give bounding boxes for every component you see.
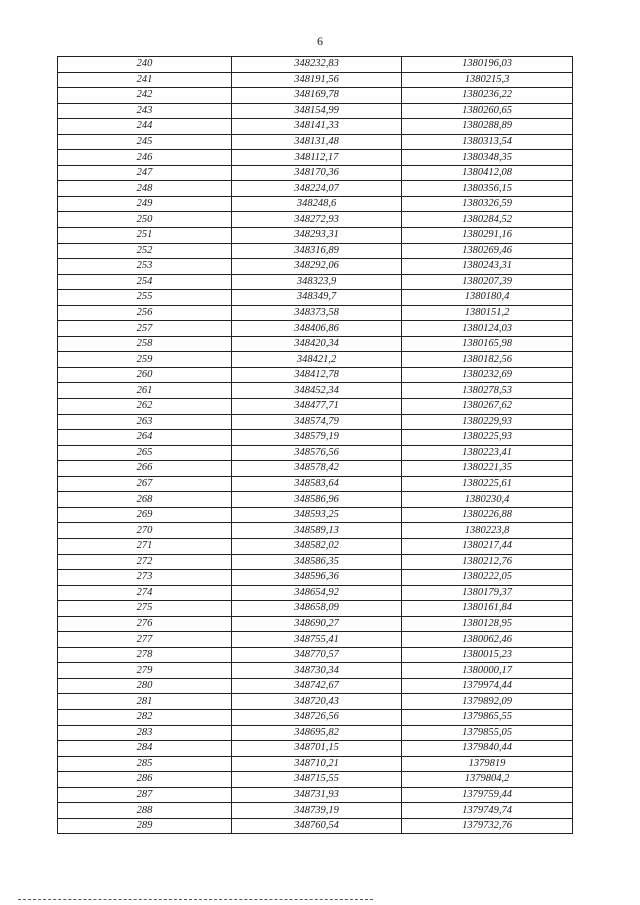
- table-row: [58, 461, 573, 477]
- point-number-cell: 251: [58, 228, 232, 244]
- point-number-cell: 282: [58, 709, 232, 725]
- table-row: [58, 585, 573, 601]
- x-coordinate-cell: 348731,93: [232, 787, 402, 803]
- table-row: [58, 134, 573, 150]
- x-coordinate-cell: 348272,93: [232, 212, 402, 228]
- y-coordinate-cell: 1380128,95: [402, 616, 573, 632]
- y-coordinate-cell: 1380412,08: [402, 165, 573, 181]
- point-number-cell: 267: [58, 476, 232, 492]
- table-row: [58, 414, 573, 430]
- x-coordinate-cell: 348742,67: [232, 678, 402, 694]
- y-coordinate-cell: 1380226,88: [402, 507, 573, 523]
- x-coordinate-cell: 348695,82: [232, 725, 402, 741]
- table-row: [58, 352, 573, 368]
- table-row: [58, 88, 573, 104]
- point-number-cell: 250: [58, 212, 232, 228]
- x-coordinate-cell: 348589,13: [232, 523, 402, 539]
- x-coordinate-cell: 348582,02: [232, 538, 402, 554]
- y-coordinate-cell: 1379804,2: [402, 772, 573, 788]
- point-number-cell: 245: [58, 134, 232, 150]
- x-coordinate-cell: 348720,43: [232, 694, 402, 710]
- y-coordinate-cell: 1380180,4: [402, 290, 573, 306]
- table-row: [58, 818, 573, 834]
- x-coordinate-cell: 348170,36: [232, 165, 402, 181]
- y-coordinate-cell: 1379840,44: [402, 741, 573, 757]
- x-coordinate-cell: 348739,19: [232, 803, 402, 819]
- x-coordinate-cell: 348710,21: [232, 756, 402, 772]
- point-number-cell: 278: [58, 647, 232, 663]
- y-coordinate-cell: 1379732,76: [402, 818, 573, 834]
- x-coordinate-cell: 348292,06: [232, 259, 402, 275]
- y-coordinate-cell: 1380348,35: [402, 150, 573, 166]
- table-row: [58, 678, 573, 694]
- y-coordinate-cell: 1379749,74: [402, 803, 573, 819]
- x-coordinate-cell: 348248,6: [232, 196, 402, 212]
- y-coordinate-cell: 1380222,05: [402, 570, 573, 586]
- y-coordinate-cell: 1380229,93: [402, 414, 573, 430]
- y-coordinate-cell: 1380243,31: [402, 259, 573, 275]
- y-coordinate-cell: 1380267,62: [402, 399, 573, 415]
- y-coordinate-cell: 1380015,23: [402, 647, 573, 663]
- x-coordinate-cell: 348141,33: [232, 119, 402, 135]
- x-coordinate-cell: 348169,78: [232, 88, 402, 104]
- point-number-cell: 285: [58, 756, 232, 772]
- table-row: [58, 274, 573, 290]
- x-coordinate-cell: 348574,79: [232, 414, 402, 430]
- table-row: [58, 430, 573, 446]
- coordinates-table: [57, 56, 573, 834]
- x-coordinate-cell: 348593,25: [232, 507, 402, 523]
- y-coordinate-cell: 1380313,54: [402, 134, 573, 150]
- table-row: [58, 445, 573, 461]
- point-number-cell: 271: [58, 538, 232, 554]
- point-number-cell: 286: [58, 772, 232, 788]
- y-coordinate-cell: 1379855,05: [402, 725, 573, 741]
- point-number-cell: 281: [58, 694, 232, 710]
- y-coordinate-cell: 1380221,35: [402, 461, 573, 477]
- point-number-cell: 288: [58, 803, 232, 819]
- point-number-cell: 287: [58, 787, 232, 803]
- y-coordinate-cell: 1380269,46: [402, 243, 573, 259]
- x-coordinate-cell: 348323,9: [232, 274, 402, 290]
- point-number-cell: 240: [58, 57, 232, 73]
- point-number-cell: 246: [58, 150, 232, 166]
- y-coordinate-cell: 1380196,03: [402, 57, 573, 73]
- x-coordinate-cell: 348690,27: [232, 616, 402, 632]
- table-row: [58, 72, 573, 88]
- x-coordinate-cell: 348224,07: [232, 181, 402, 197]
- table-row: [58, 554, 573, 570]
- table-row: [58, 165, 573, 181]
- table-row: [58, 476, 573, 492]
- table-row: [58, 538, 573, 554]
- point-number-cell: 241: [58, 72, 232, 88]
- table-row: [58, 647, 573, 663]
- x-coordinate-cell: 348477,71: [232, 399, 402, 415]
- y-coordinate-cell: 1379974,44: [402, 678, 573, 694]
- x-coordinate-cell: 348191,56: [232, 72, 402, 88]
- table-row: [58, 632, 573, 648]
- x-coordinate-cell: 348583,64: [232, 476, 402, 492]
- x-coordinate-cell: 348420,34: [232, 336, 402, 352]
- table-row: [58, 181, 573, 197]
- point-number-cell: 248: [58, 181, 232, 197]
- point-number-cell: 265: [58, 445, 232, 461]
- y-coordinate-cell: 1380284,52: [402, 212, 573, 228]
- x-coordinate-cell: 348578,42: [232, 461, 402, 477]
- x-coordinate-cell: 348112,17: [232, 150, 402, 166]
- table-row: [58, 196, 573, 212]
- y-coordinate-cell: 1380288,89: [402, 119, 573, 135]
- x-coordinate-cell: 348421,2: [232, 352, 402, 368]
- x-coordinate-cell: 348770,57: [232, 647, 402, 663]
- point-number-cell: 256: [58, 305, 232, 321]
- footer-rule: [18, 899, 373, 900]
- point-number-cell: 268: [58, 492, 232, 508]
- point-number-cell: 242: [58, 88, 232, 104]
- y-coordinate-cell: 1379865,55: [402, 709, 573, 725]
- point-number-cell: 253: [58, 259, 232, 275]
- x-coordinate-cell: 348576,56: [232, 445, 402, 461]
- x-coordinate-cell: 348452,34: [232, 383, 402, 399]
- y-coordinate-cell: 1380232,69: [402, 367, 573, 383]
- point-number-cell: 280: [58, 678, 232, 694]
- y-coordinate-cell: 1380207,39: [402, 274, 573, 290]
- table-row: [58, 772, 573, 788]
- y-coordinate-cell: 1380182,56: [402, 352, 573, 368]
- point-number-cell: 247: [58, 165, 232, 181]
- table-row: [58, 492, 573, 508]
- y-coordinate-cell: 1379892,09: [402, 694, 573, 710]
- x-coordinate-cell: 348154,99: [232, 103, 402, 119]
- y-coordinate-cell: 1379759,44: [402, 787, 573, 803]
- point-number-cell: 244: [58, 119, 232, 135]
- table-row: [58, 243, 573, 259]
- table-row: [58, 741, 573, 757]
- table-row: [58, 756, 573, 772]
- y-coordinate-cell: 1380179,37: [402, 585, 573, 601]
- table-row: [58, 694, 573, 710]
- x-coordinate-cell: 348232,83: [232, 57, 402, 73]
- table-row: [58, 212, 573, 228]
- y-coordinate-cell: 1380000,17: [402, 663, 573, 679]
- y-coordinate-cell: 1380230,4: [402, 492, 573, 508]
- x-coordinate-cell: 348730,34: [232, 663, 402, 679]
- point-number-cell: 275: [58, 601, 232, 617]
- point-number-cell: 270: [58, 523, 232, 539]
- x-coordinate-cell: 348715,55: [232, 772, 402, 788]
- x-coordinate-cell: 348760,54: [232, 818, 402, 834]
- page-number: 6: [317, 34, 323, 48]
- y-coordinate-cell: 1380225,93: [402, 430, 573, 446]
- point-number-cell: 277: [58, 632, 232, 648]
- y-coordinate-cell: 1380356,15: [402, 181, 573, 197]
- table-row: [58, 259, 573, 275]
- table-row: [58, 57, 573, 73]
- point-number-cell: 259: [58, 352, 232, 368]
- table-row: [58, 367, 573, 383]
- point-number-cell: 284: [58, 741, 232, 757]
- point-number-cell: 273: [58, 570, 232, 586]
- point-number-cell: 266: [58, 461, 232, 477]
- point-number-cell: 258: [58, 336, 232, 352]
- table-row: [58, 399, 573, 415]
- y-coordinate-cell: 1380151,2: [402, 305, 573, 321]
- point-number-cell: 289: [58, 818, 232, 834]
- y-coordinate-cell: 1379819: [402, 756, 573, 772]
- table-row: [58, 336, 573, 352]
- y-coordinate-cell: 1380223,41: [402, 445, 573, 461]
- x-coordinate-cell: 348293,31: [232, 228, 402, 244]
- y-coordinate-cell: 1380217,44: [402, 538, 573, 554]
- y-coordinate-cell: 1380326,59: [402, 196, 573, 212]
- x-coordinate-cell: 348406,86: [232, 321, 402, 337]
- point-number-cell: 269: [58, 507, 232, 523]
- y-coordinate-cell: 1380062,46: [402, 632, 573, 648]
- y-coordinate-cell: 1380291,16: [402, 228, 573, 244]
- point-number-cell: 272: [58, 554, 232, 570]
- table-row: [58, 570, 573, 586]
- x-coordinate-cell: 348654,92: [232, 585, 402, 601]
- x-coordinate-cell: 348701,15: [232, 741, 402, 757]
- y-coordinate-cell: 1380215,3: [402, 72, 573, 88]
- x-coordinate-cell: 348412,78: [232, 367, 402, 383]
- y-coordinate-cell: 1380225,61: [402, 476, 573, 492]
- table-row: [58, 523, 573, 539]
- y-coordinate-cell: 1380161,84: [402, 601, 573, 617]
- x-coordinate-cell: 348755,41: [232, 632, 402, 648]
- x-coordinate-cell: 348586,96: [232, 492, 402, 508]
- x-coordinate-cell: 348596,36: [232, 570, 402, 586]
- x-coordinate-cell: 348316,89: [232, 243, 402, 259]
- y-coordinate-cell: 1380236,22: [402, 88, 573, 104]
- point-number-cell: 252: [58, 243, 232, 259]
- y-coordinate-cell: 1380124,03: [402, 321, 573, 337]
- point-number-cell: 255: [58, 290, 232, 306]
- y-coordinate-cell: 1380223,8: [402, 523, 573, 539]
- point-number-cell: 279: [58, 663, 232, 679]
- table-row: [58, 709, 573, 725]
- table-row: [58, 305, 573, 321]
- x-coordinate-cell: 348658,09: [232, 601, 402, 617]
- point-number-cell: 243: [58, 103, 232, 119]
- point-number-cell: 249: [58, 196, 232, 212]
- y-coordinate-cell: 1380260,65: [402, 103, 573, 119]
- x-coordinate-cell: 348579,19: [232, 430, 402, 446]
- point-number-cell: 264: [58, 430, 232, 446]
- point-number-cell: 254: [58, 274, 232, 290]
- table-row: [58, 787, 573, 803]
- x-coordinate-cell: 348373,58: [232, 305, 402, 321]
- point-number-cell: 276: [58, 616, 232, 632]
- x-coordinate-cell: 348586,35: [232, 554, 402, 570]
- y-coordinate-cell: 1380278,53: [402, 383, 573, 399]
- table-row: [58, 103, 573, 119]
- point-number-cell: 274: [58, 585, 232, 601]
- table-row: [58, 119, 573, 135]
- point-number-cell: 262: [58, 399, 232, 415]
- point-number-cell: 283: [58, 725, 232, 741]
- point-number-cell: 263: [58, 414, 232, 430]
- y-coordinate-cell: 1380165,98: [402, 336, 573, 352]
- y-coordinate-cell: 1380212,76: [402, 554, 573, 570]
- table-row: [58, 290, 573, 306]
- x-coordinate-cell: 348726,56: [232, 709, 402, 725]
- table-row: [58, 383, 573, 399]
- table-row: [58, 228, 573, 244]
- table-row: [58, 601, 573, 617]
- table-row: [58, 663, 573, 679]
- table-row: [58, 803, 573, 819]
- table-row: [58, 616, 573, 632]
- table-row: [58, 725, 573, 741]
- coordinates-table-body: [58, 57, 573, 834]
- table-row: [58, 150, 573, 166]
- table-row: [58, 321, 573, 337]
- x-coordinate-cell: 348349,7: [232, 290, 402, 306]
- point-number-cell: 261: [58, 383, 232, 399]
- table-row: [58, 507, 573, 523]
- point-number-cell: 257: [58, 321, 232, 337]
- point-number-cell: 260: [58, 367, 232, 383]
- x-coordinate-cell: 348131,48: [232, 134, 402, 150]
